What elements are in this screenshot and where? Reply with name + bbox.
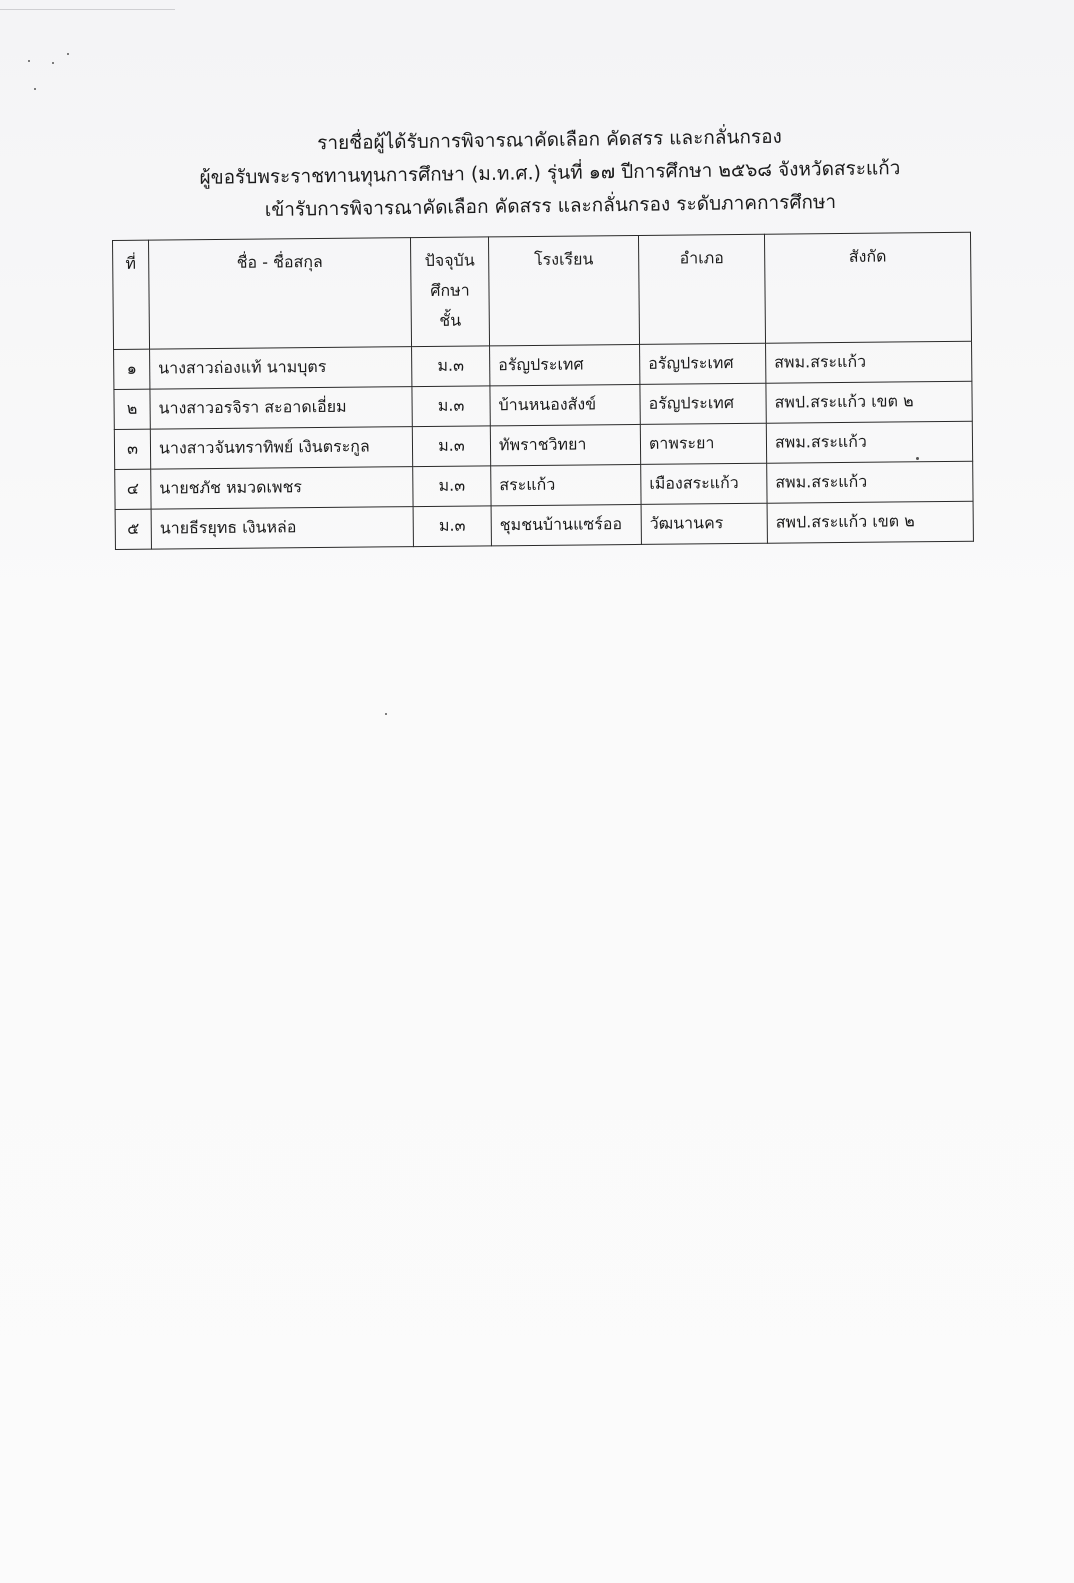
candidates-table xyxy=(112,232,974,550)
cell-district: เมืองสระแก้ว xyxy=(641,463,767,504)
cell-grade: ม.๓ xyxy=(413,506,491,547)
table-row xyxy=(115,501,973,549)
cell-no: ๔ xyxy=(115,469,151,509)
cell-name: นายชภัช หมวดเพชร xyxy=(151,467,413,510)
cell-name: นางสาวถ่องแท้ นามบุตร xyxy=(150,347,412,390)
cell-name: นางสาวจันทราทิพย์ เงินตระกูล xyxy=(150,427,412,470)
col-header-grade-line2: ศึกษา xyxy=(430,280,470,300)
cell-name: นางสาวอรจิรา สะอาดเอี่ยม xyxy=(150,387,412,430)
cell-district: วัฒนานคร xyxy=(641,503,767,544)
header-level: เข้ารับการพิจารณาคัดเลือก คัดสรร และกลั่นกรอง ระดับภาคการศึกษา xyxy=(264,191,837,221)
col-header-grade xyxy=(410,237,489,347)
cell-affiliation: สพม.สระแก้ว xyxy=(766,341,972,383)
table-header-row xyxy=(113,232,972,349)
cell-grade: ม.๓ xyxy=(412,426,490,467)
cell-school: อรัญประเทศ xyxy=(490,344,640,385)
cell-school: สระแก้ว xyxy=(491,464,641,505)
cell-no: ๕ xyxy=(115,509,151,549)
header-subtitle: ผู้ขอรับพระราชทานทุนการศึกษา (ม.ท.ศ.) รุ่นที่ ๑๗ ปีการศึกษา ๒๕๖๘ จังหวัดสระแก้ว xyxy=(199,157,901,189)
col-header-grade-line3: ชั้น xyxy=(439,310,462,330)
col-header-no: ที่ xyxy=(113,240,150,349)
cell-district: อรัญประเทศ xyxy=(640,343,766,384)
page-edge-line xyxy=(0,9,175,10)
col-header-district: อำเภอ xyxy=(638,234,765,344)
col-header-grade-line1: ปัจจุบัน xyxy=(424,250,475,270)
cell-school: ทัพราชวิทยา xyxy=(490,424,640,465)
cell-grade: ม.๓ xyxy=(412,386,490,427)
cell-affiliation: สพม.สระแก้ว xyxy=(767,461,973,503)
cell-name: นายธีรยุทธ เงินหล่อ xyxy=(151,507,413,550)
cell-grade: ม.๓ xyxy=(412,346,490,387)
col-header-affiliation: สังกัด xyxy=(764,232,971,343)
cell-affiliation: สพป.สระแก้ว เขต ๒ xyxy=(767,501,973,543)
cell-school: บ้านหนองสังข์ xyxy=(490,384,640,425)
cell-district: อรัญประเทศ xyxy=(640,383,766,424)
cell-school: ชุมชนบ้านแซร์ออ xyxy=(491,504,641,545)
cell-no: ๓ xyxy=(114,429,150,469)
col-header-name: ชื่อ - ชื่อสกุล xyxy=(149,238,412,350)
col-header-school: โรงเรียน xyxy=(488,235,639,345)
cell-grade: ม.๓ xyxy=(413,466,491,507)
cell-district: ตาพระยา xyxy=(640,423,766,464)
candidates-table-wrap xyxy=(112,232,973,550)
header-title: รายชื่อผู้ได้รับการพิจารณาคัดเลือก คัดสรร และกลั่นกรอง xyxy=(317,125,783,155)
cell-affiliation: สพม.สระแก้ว xyxy=(766,421,972,463)
cell-affiliation: สพป.สระแก้ว เขต ๒ xyxy=(766,381,972,423)
document-header xyxy=(119,118,980,229)
cell-no: ๑ xyxy=(114,349,150,389)
cell-no: ๒ xyxy=(114,389,150,429)
